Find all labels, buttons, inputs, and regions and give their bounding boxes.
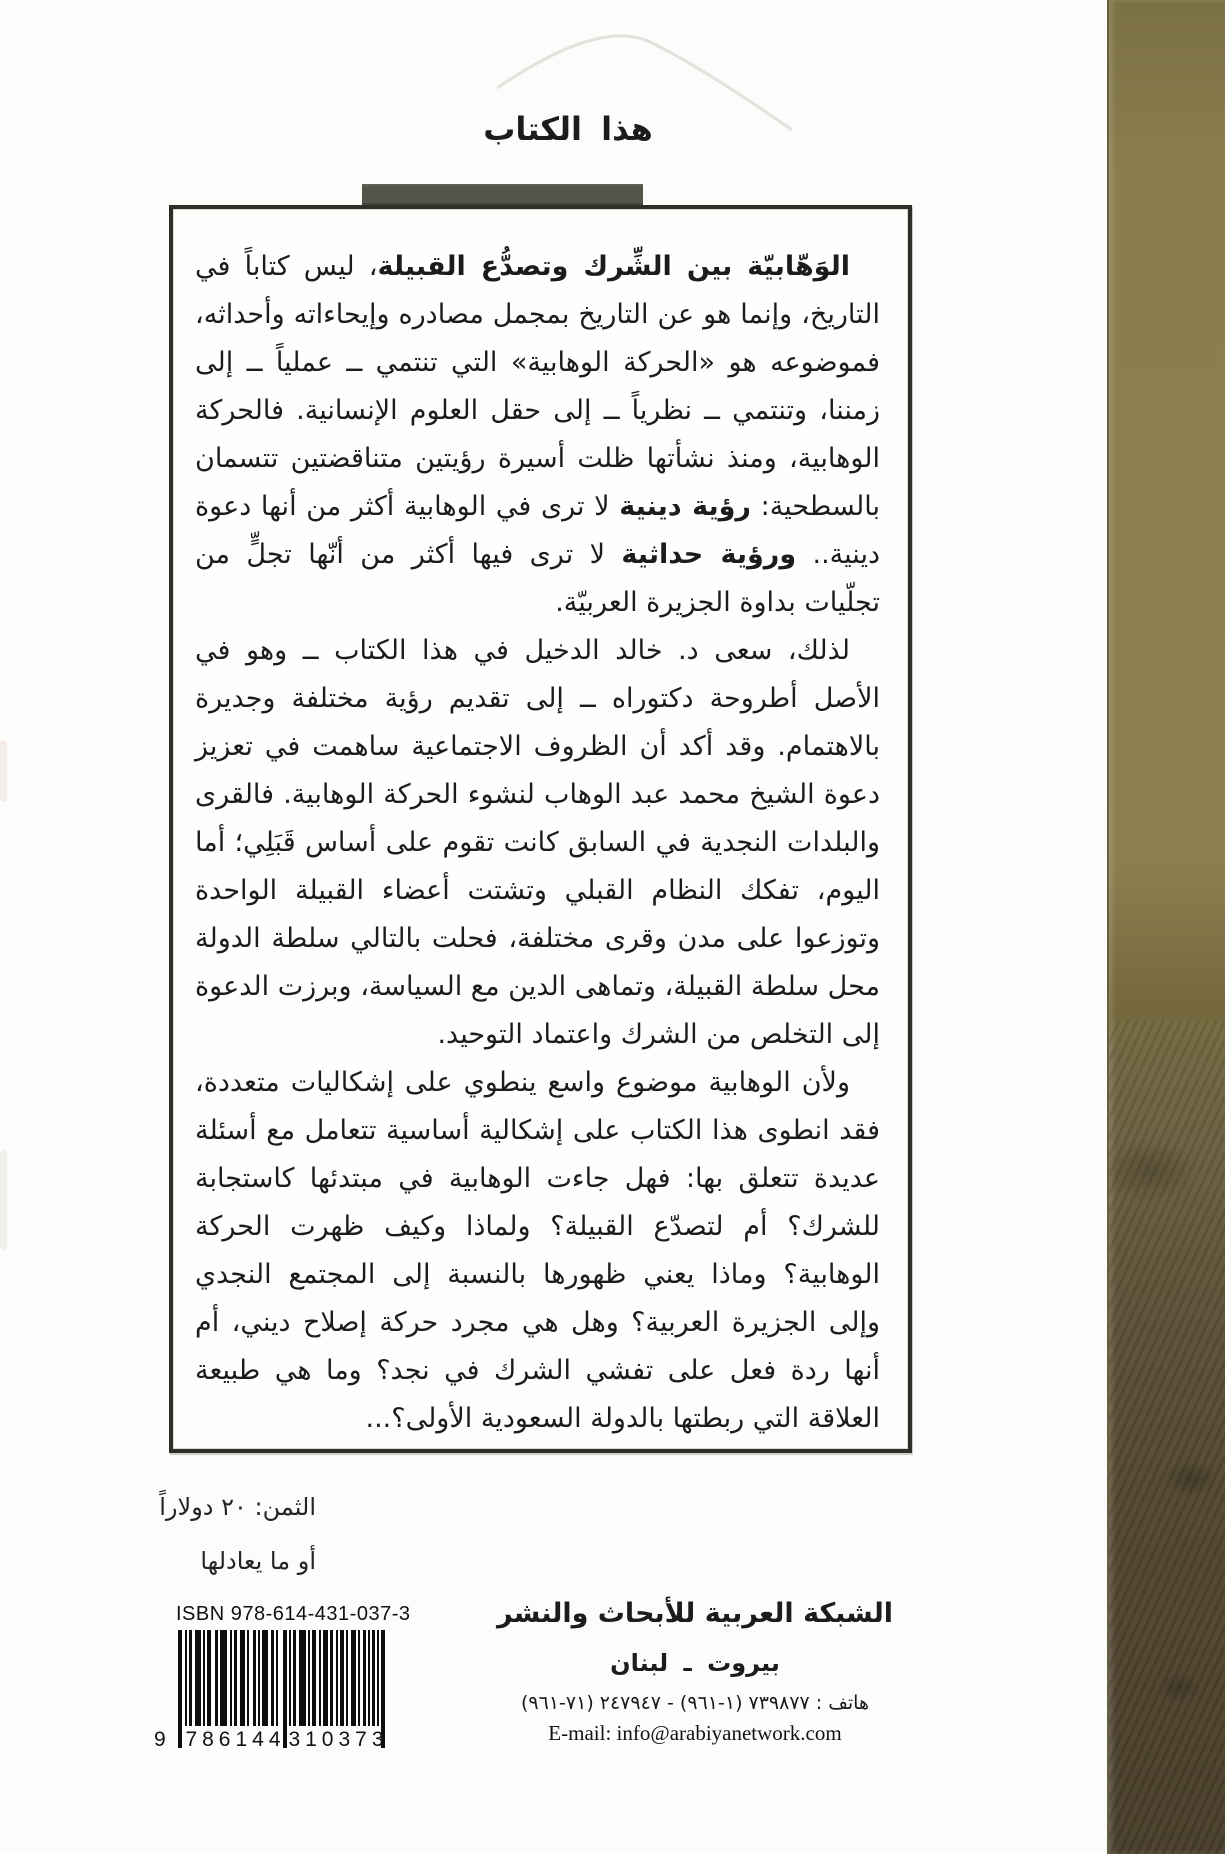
- isbn-barcode-digits: [154, 1728, 390, 1754]
- scan-smudge: [0, 1150, 7, 1250]
- barcode-digit-group1: 786144: [185, 1728, 286, 1751]
- spine-texture: [1109, 1020, 1225, 1854]
- price-line-1: الثمن: ٢٠ دولاراً: [159, 1493, 316, 1521]
- scan-smudge: [0, 740, 7, 802]
- barcode-digit-group2: 310373: [288, 1728, 389, 1751]
- title-divider-bar: [362, 184, 643, 206]
- publisher-phone: هاتف : ٧٣٩٨٧٧ (١-٩٦١) - ٢٤٧٩٤٧ (٧١-٩٦١): [520, 1692, 869, 1714]
- scan-crease-mark: [0, 0, 900, 200]
- price-block: [118, 1480, 316, 1588]
- publisher-city: بيروت ـ لبنان: [610, 1649, 780, 1677]
- publisher-name: الشبكة العربية للأبحاث والنشر: [496, 1598, 894, 1629]
- cover-spine-strip: [1107, 0, 1225, 1854]
- barcode-digit-left: 9: [154, 1728, 166, 1751]
- price-line-2: أو ما يعادلها: [200, 1547, 316, 1575]
- blurb-text: [195, 243, 880, 1443]
- page-title: هذا الكتاب: [483, 110, 653, 148]
- isbn-barcode-bars: [178, 1630, 385, 1726]
- blurb-paragraph-3: ولأن الوهابية موضوع واسع ينطوي على إشكاليات متعددة، فقد انطوى هذا الكتاب على إشكالية أساسية تتعامل مع أسئلة عديدة تتعلق بها: فهل جاءت الوهابية في مبتدئها كاستجابة للشرك؟ أم لتصدّع القبيلة؟ ولماذا وكيف ظهرت الحركة الوهابية؟ وماذا يعني ظهورها بالنسبة إلى المجتمع النجدي وإلى الجزيرة العربية؟ وهل هي مجرد حركة إصلاح ديني، أم أنها ردة فعل على تفشي الشرك في نجد؟ وما هي طبيعة العلاقة التي ربطتها بالدولة السعودية الأولى؟...: [195, 1067, 880, 1434]
- publisher-block: [495, 1598, 895, 1746]
- isbn-barcode: [154, 1630, 390, 1754]
- isbn-number: ISBN 978-614-431-037-3: [176, 1603, 411, 1625]
- blurb-paragraph-2: لذلك، سعى د. خالد الدخيل في هذا الكتاب ــ وهو في الأصل أطروحة دكتوراه ــ إلى تقديم رؤية مختلفة وجديرة بالاهتمام. وقد أكد أن الظروف الاجتماعية ساهمت في تعزيز دعوة الشيخ محمد عبد الوهاب لنشوء الحركة الوهابية. فالقرى والبلدات النجدية في السابق كانت تقوم على أساس قَبَلِي؛ أما اليوم، تفكك النظام القبلي وتشتت أعضاء القبيلة الواحدة وتوزعوا على مدن وقرى مختلفة، فحلت بالتالي سلطة الدولة محل سلطة القبيلة، وتماهى الدين مع السياسة، وبرزت الدعوة إلى التخلص من الشرك واعتماد التوحيد.: [195, 635, 880, 1050]
- blurb-box: [169, 205, 912, 1453]
- blurb-paragraph-1: الوَهّابيّة بين الشِّرك وتصدُّع القبيلة، ليس كتاباً في التاريخ، وإنما هو عن التاريخ بمجمل مصادره وإيحاءاته وأحداثه، فموضوعه هو «الحركة الوهابية» التي تنتمي ــ عملياً ــ إلى زمننا، وتنتمي ــ نظرياً ــ إلى حقل العلوم الإنسانية. فالحركة الوهابية، ومنذ نشأتها ظلت أسيرة رؤيتين متناقضتين تتسمان بالسطحية: رؤية دينية لا ترى في الوهابية أكثر من أنها دعوة دينية.. ورؤية حداثية لا ترى فيها أكثر من أنّها تجلٍّ من تجلّيات بداوة الجزيرة العربيّة.: [195, 251, 880, 618]
- publisher-email: E-mail: info@arabiyanetwork.com: [548, 1721, 842, 1745]
